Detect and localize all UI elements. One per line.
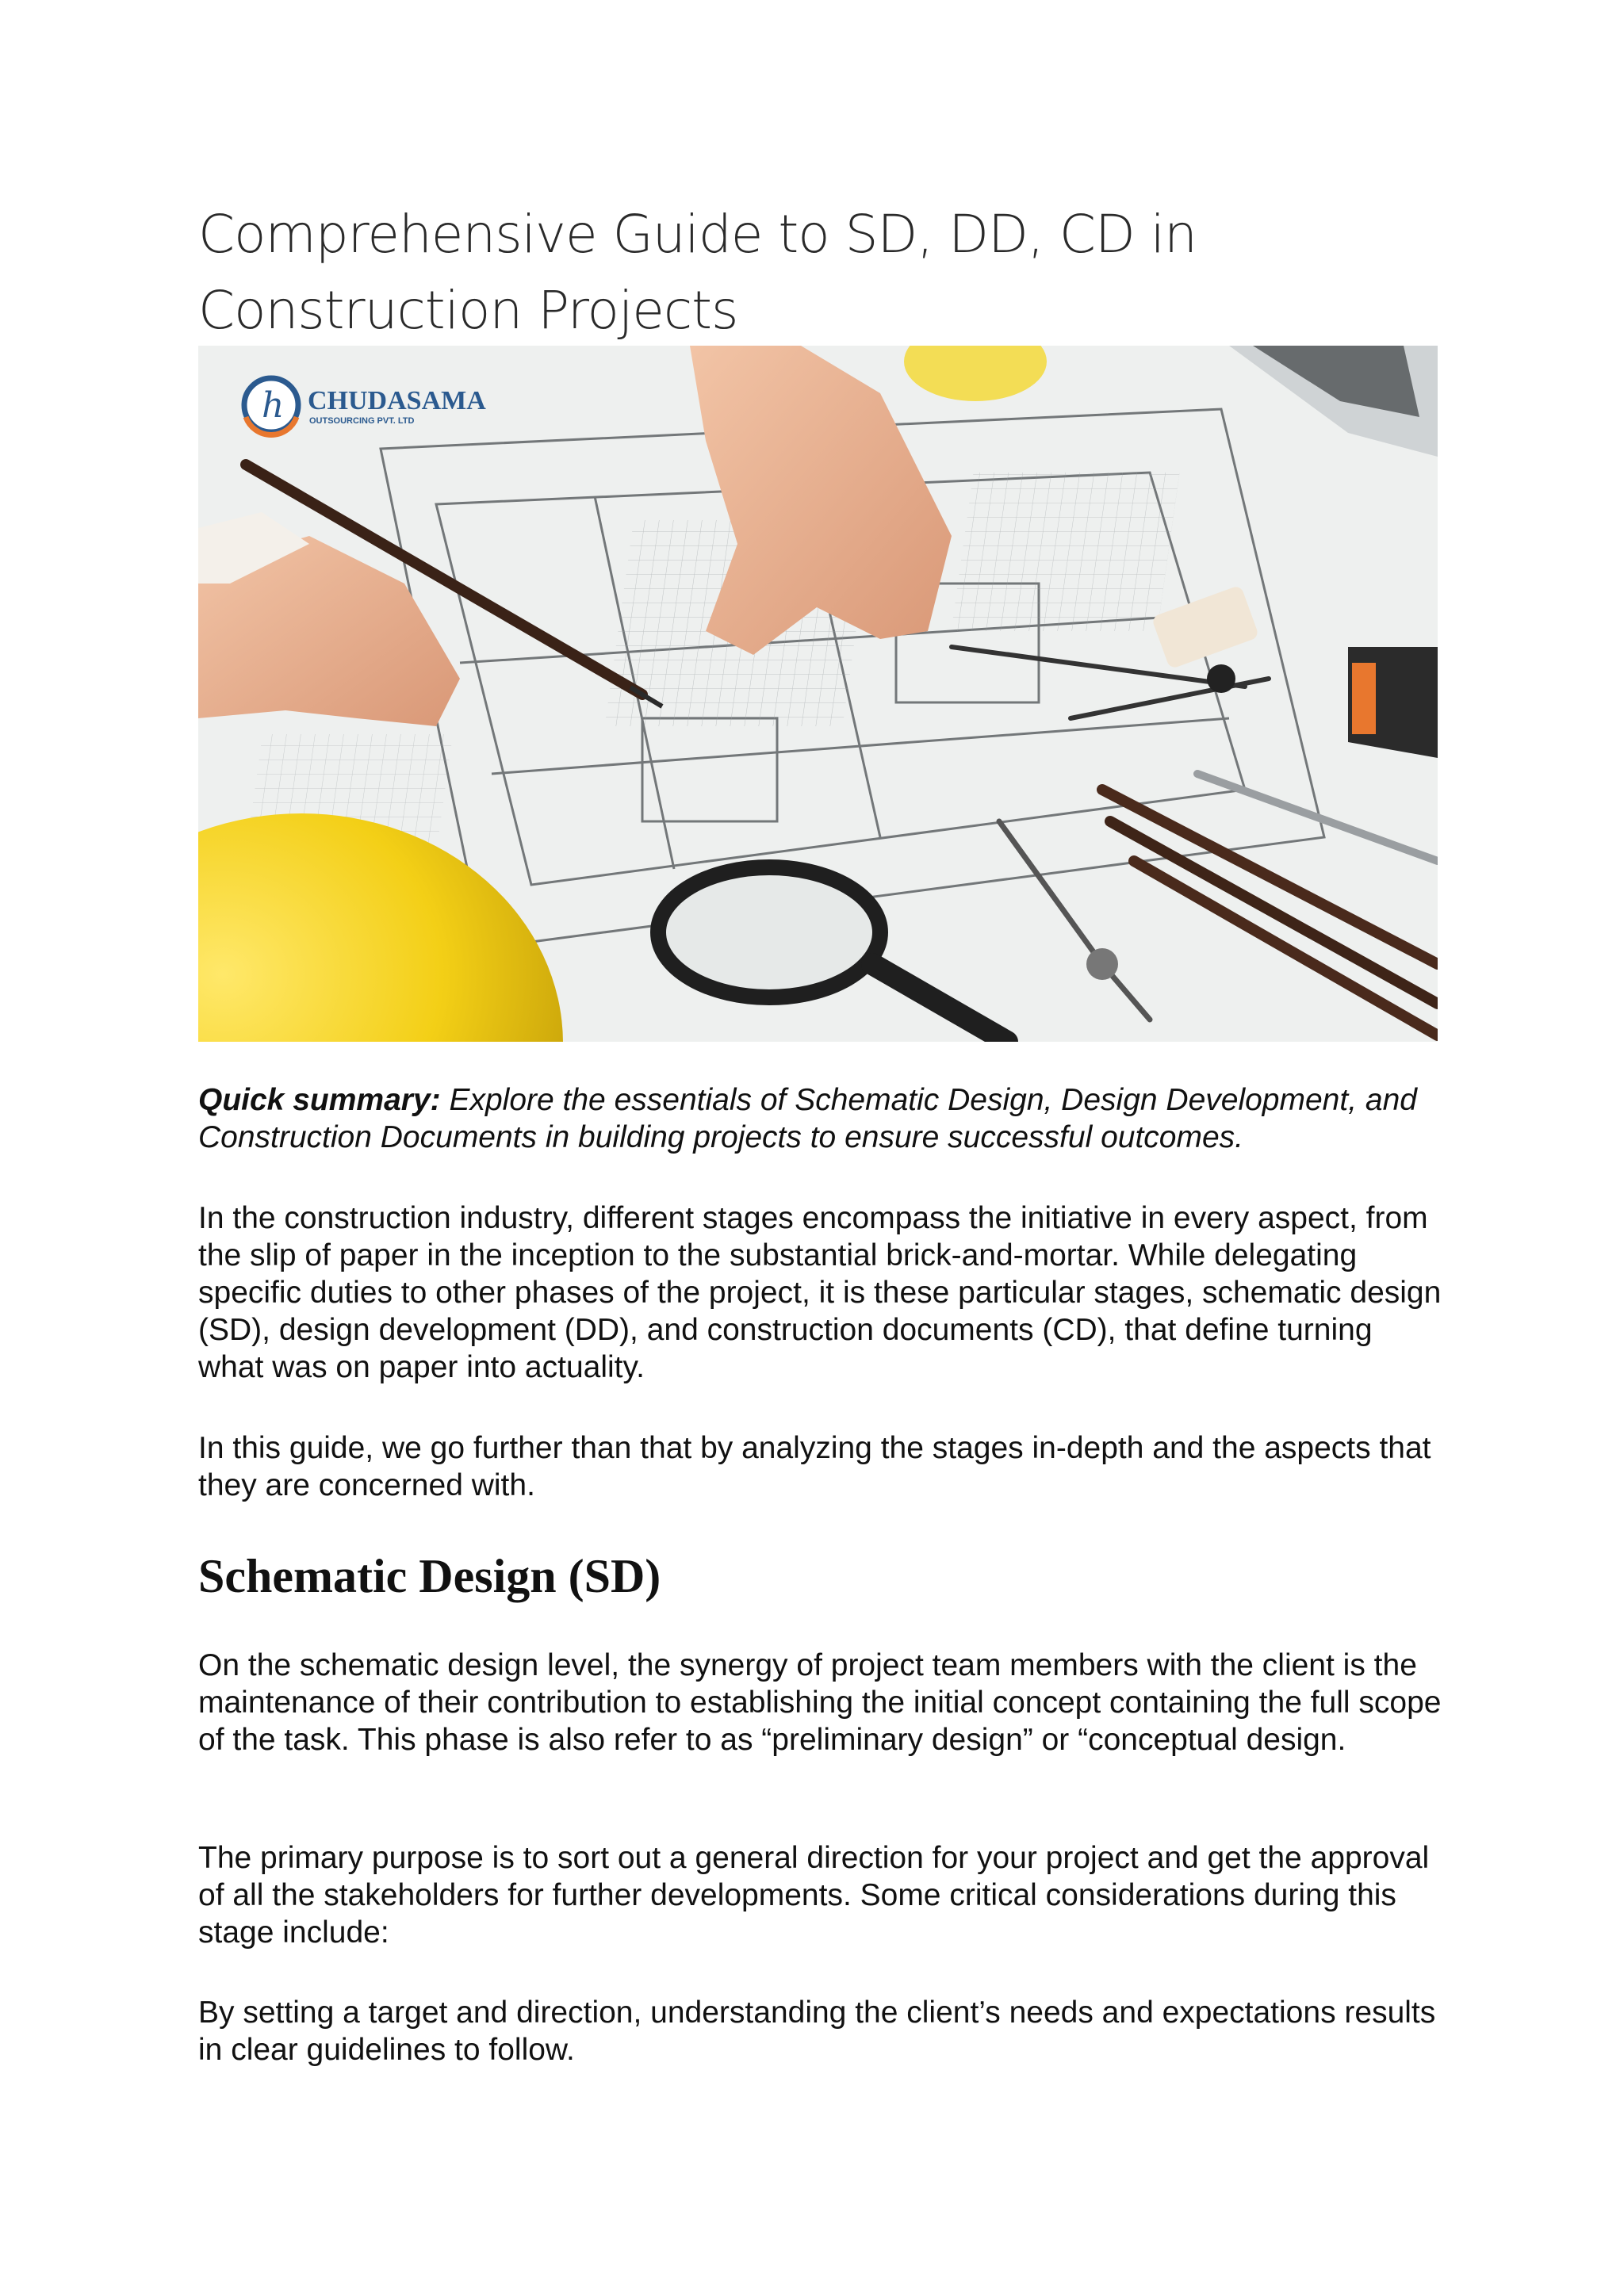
- section-paragraph: The primary purpose is to sort out a general direction for your project and get the approval of all the stakeholders for further developments. Some critical considerations during this stage include:: [198, 1841, 1430, 1950]
- section-heading: Schematic Design (SD): [198, 1550, 661, 1602]
- summary-text: Explore the essentials of Schematic Design, Design Development, and Construction Documents in building projects to ensure successful outcomes.: [198, 1083, 1417, 1154]
- logo-wordmark: CHUDASAMA: [308, 386, 486, 415]
- svg-text:h: h: [262, 385, 285, 426]
- page-title: Comprehensive Guide to SD, DD, CD in Construction Projects: [198, 204, 1197, 341]
- section-paragraph: On the schematic design level, the synergy of project team members with the client is the maintenance of their contribution to establishing the initial concept containing the full scope of the task. This phase is also refer to as “preliminary design” or “conceptual design.: [198, 1648, 1442, 1757]
- blueprint-photo: [198, 346, 1438, 1042]
- summary-label: Quick summary:: [198, 1083, 441, 1117]
- hero-image: [198, 346, 1438, 1042]
- intro-paragraph: In the construction industry, different stages encompass the initiative in every aspect, from the slip of paper in the inception to the substantial brick-and-mortar. While delegating specific duties to other phases of the project, it is these particular stages, schematic design (SD), design development (DD), and construction documents (CD), that define turning what was on paper into actuality.: [198, 1201, 1442, 1384]
- section-paragraph: By setting a target and direction, understanding the client’s needs and expectations results in clear guidelines to follow.: [198, 1996, 1436, 2067]
- logo-subtext: OUTSOURCING PVT. LTD: [309, 416, 415, 426]
- quick-summary: [198, 1081, 1443, 1156]
- guide-paragraph: In this guide, we go further than that by analyzing the stages in-depth and the aspects that they are concerned with.: [198, 1431, 1431, 1502]
